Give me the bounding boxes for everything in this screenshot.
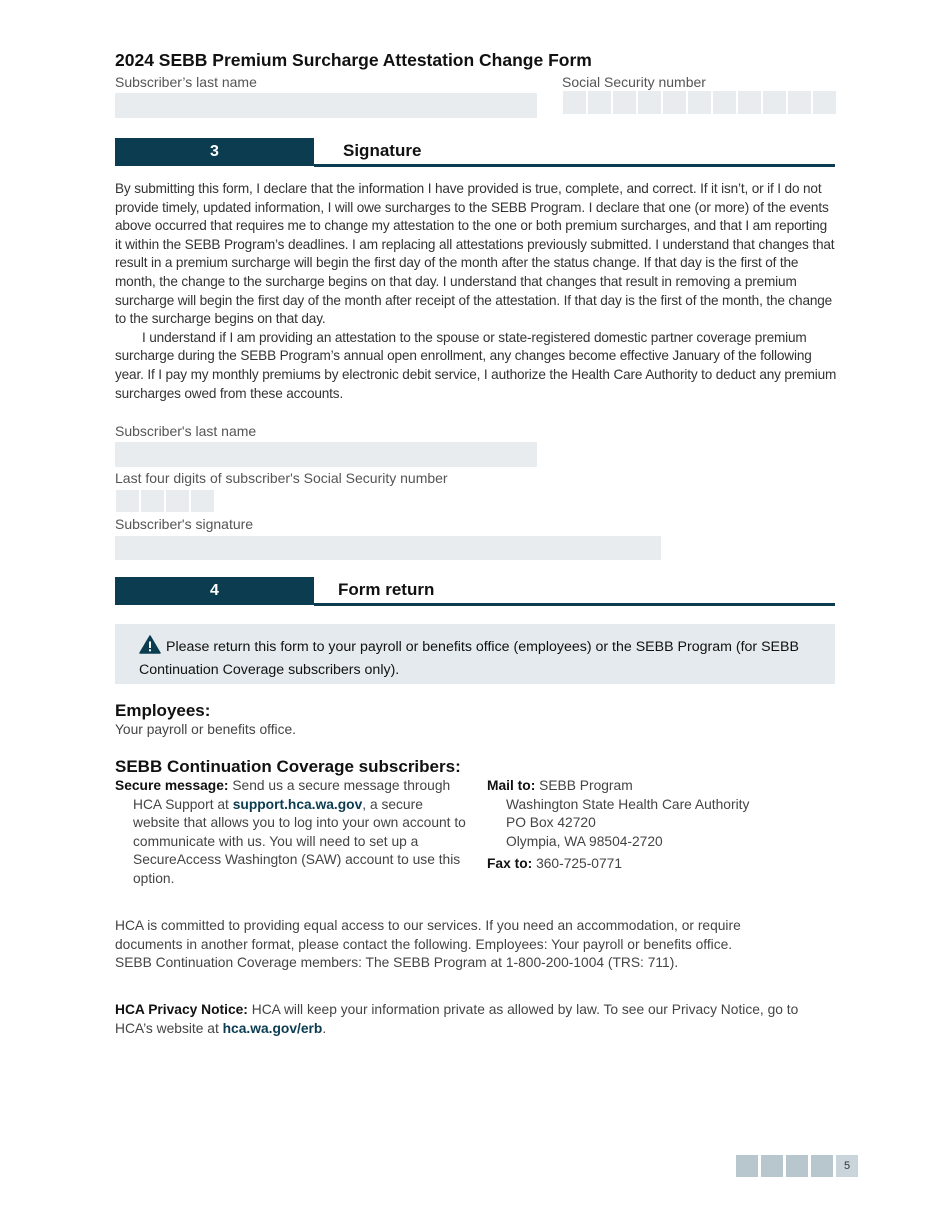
ssn-digit-box[interactable] — [738, 91, 761, 114]
notice-text — [139, 635, 809, 680]
fax-label: Fax to: — [487, 856, 533, 872]
page-indicator — [736, 1155, 858, 1177]
warning-icon — [139, 635, 161, 661]
ssn-digit-box[interactable] — [663, 91, 686, 114]
ssn-digit-box[interactable] — [638, 91, 661, 114]
page-marker-box — [786, 1155, 808, 1177]
ssn-field[interactable] — [563, 91, 835, 114]
declaration-paragraph-1: By submitting this form, I declare that the information I have provided is true, complete, and correct. If it isn’t, or if I do not provide timely, updated information, I will owe surcharges to the SEBB Program. I declare that one (or more) of the events above occurred that requires me to change my attestation to the one or both premium surcharges, and that I am reporting it within the SEBB Program’s deadlines. I am replacing all attestations previously submitted. I understand that changes that result in a premium surcharge will begin the first day of the month after the status change. If that day is the first of the month, the change to the surcharge begins on that day. I understand that changes that result in removing a premium surcharge will begin the first day of the month after receipt of the attestation. If that day is the first of the month, the change to the surcharge begins on that day. — [115, 181, 835, 327]
ssn-digit-box[interactable] — [166, 490, 189, 512]
form-title: 2024 SEBB Premium Surcharge Attestation Change Form — [115, 50, 592, 70]
section-4-number: 4 — [115, 577, 314, 605]
employees-heading: Employees: — [115, 701, 211, 720]
section-3-header — [115, 138, 835, 169]
return-notice — [115, 624, 835, 684]
privacy-text: HCA will keep your information private as allowed by law. To see our Privacy Notice, go to HCA’s website at — [115, 1002, 799, 1036]
ssn-digit-box[interactable] — [813, 91, 836, 114]
section-3-number: 3 — [115, 138, 314, 166]
mail-line: PO Box 42720 — [506, 815, 596, 831]
ssn-digit-box[interactable] — [788, 91, 811, 114]
ssn-digit-box[interactable] — [141, 490, 164, 512]
mail-line: SEBB Program — [539, 778, 633, 793]
privacy-label: HCA Privacy Notice: — [115, 1002, 248, 1017]
accessibility-notice: HCA is committed to providing equal access to our services. If you need an accommodation, or require documents in another format, please contact the following. Employees: Your payroll or benefits office. SEBB Continuation Coverage members: The SEBB Program at 1-800-200-1004 (TRS: 711). — [115, 918, 741, 971]
ssn-digit-box[interactable] — [713, 91, 736, 114]
ssn-digit-box[interactable] — [116, 490, 139, 512]
ssn-digit-box[interactable] — [563, 91, 586, 114]
declaration-text — [115, 180, 837, 403]
privacy-link[interactable]: hca.wa.gov/erb — [222, 1020, 323, 1036]
ssn-digit-box[interactable] — [688, 91, 711, 114]
section-3-rule — [314, 164, 835, 167]
section-3-title: Signature — [343, 141, 422, 160]
mail-line: Olympia, WA 98504-2720 — [506, 833, 663, 849]
page-marker-box — [736, 1155, 758, 1177]
ssn-digit-box[interactable] — [191, 490, 214, 512]
page-marker-box — [811, 1155, 833, 1177]
section-4-title: Form return — [338, 580, 435, 599]
privacy-notice — [115, 1001, 815, 1038]
mail-label: Mail to: — [487, 778, 536, 793]
continuation-heading: SEBB Continuation Coverage subscribers: — [115, 757, 461, 776]
secure-message-text: Send us a secure message through HCA Support at — [133, 778, 451, 812]
page-number: 5 — [836, 1155, 858, 1177]
last-name-label: Subscriber’s last name — [115, 74, 257, 90]
section-4-header — [115, 577, 835, 608]
ssn-digit-box[interactable] — [763, 91, 786, 114]
fax-number: 360-725-0771 — [536, 856, 622, 872]
secure-message-text-2: , a secure website that allows you to log into your own account to communicate with us. You will need to set up a SecureAccess Washington (SAW) account to use this option. — [133, 796, 466, 886]
mail-block — [487, 777, 817, 874]
section-4-rule — [314, 603, 835, 606]
notice-message: Please return this form to your payroll or benefits office (employees) or the SEBB Program (for SEBB Continuation Coverage subscribers only). — [139, 639, 799, 678]
signature-label: Subscriber's signature — [115, 516, 254, 532]
secure-message-block — [115, 777, 467, 889]
ssn-digit-box[interactable] — [613, 91, 636, 114]
mail-line: Washington State Health Care Authority — [506, 796, 750, 812]
signature-field[interactable] — [115, 536, 661, 560]
secure-message-label: Secure message: — [115, 778, 229, 793]
ssn-last-four-field[interactable] — [116, 490, 214, 512]
ssn-label: Social Security number — [562, 74, 706, 90]
ssn-last-four-label: Last four digits of subscriber's Social Security number — [115, 470, 448, 486]
employees-text: Your payroll or benefits office. — [115, 722, 297, 737]
declaration-paragraph-2 — [115, 329, 837, 403]
page-marker-box — [761, 1155, 783, 1177]
signer-last-name-field[interactable] — [115, 442, 537, 467]
signer-last-name-label: Subscriber's last name — [115, 423, 257, 439]
privacy-end: . — [322, 1020, 327, 1036]
support-link[interactable]: support.hca.wa.gov — [232, 796, 363, 812]
ssn-digit-box[interactable] — [588, 91, 611, 114]
last-name-field[interactable] — [115, 93, 537, 118]
declaration-paragraph-2-text: I understand if I am providing an attestation to the spouse or state-registered domestic partner coverage premium surcharge during the SEBB Program’s annual open enrollment, any changes become effective January of the following year. If I pay my monthly premiums by electronic debit service, I authorize the Health Care Authority to deduct any premium surcharges owed from these accounts. — [115, 329, 837, 401]
